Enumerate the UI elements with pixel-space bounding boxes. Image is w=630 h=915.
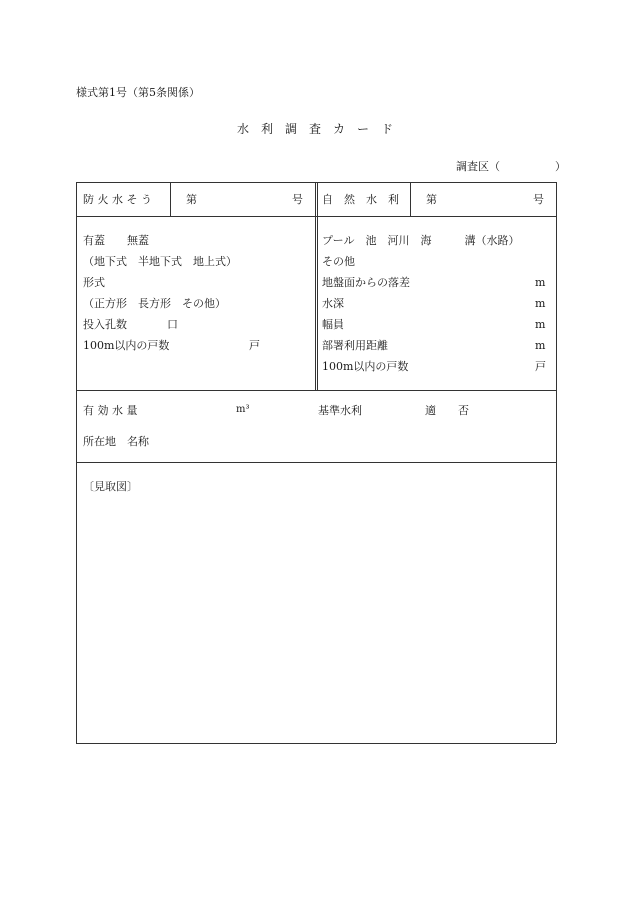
standard-no: 否: [458, 404, 469, 417]
location-label: 所在地 名称: [83, 435, 149, 448]
distance-unit: m: [535, 339, 546, 352]
width-unit: m: [535, 318, 546, 331]
header-divider: [76, 216, 556, 217]
center-divider-b: [317, 182, 318, 390]
left-households-unit: 戸: [249, 339, 260, 352]
width-label: 幅員: [322, 318, 344, 331]
sketch-map-area: [77, 463, 555, 742]
right-households-label: 100m以内の戸数: [322, 360, 409, 373]
reservoir-dai: 第: [186, 193, 197, 206]
intake-unit: 口: [167, 318, 178, 331]
standard-label: 基準水利: [318, 404, 362, 417]
depth-unit: m: [535, 297, 546, 310]
position-types: （地下式 半地下式 地上式）: [83, 255, 237, 268]
left-households-label: 100m以内の戸数: [83, 339, 170, 352]
capacity-label: 有 効 水 量: [83, 404, 138, 417]
drop-unit: m: [535, 276, 546, 289]
natural-dai: 第: [426, 193, 437, 206]
table-border-right: [556, 182, 557, 743]
section-divider: [76, 390, 556, 391]
table-border-top: [76, 182, 556, 183]
natural-water-label: 自 然 水 利: [322, 193, 399, 206]
capacity-unit: m³: [236, 404, 250, 415]
water-source-types: プール 池 河川 海 溝（水路）: [322, 234, 520, 247]
standard-ok: 適: [425, 404, 436, 417]
map-label: 〔見取図〕: [83, 480, 138, 493]
shape-types: （正方形 長方形 その他）: [83, 297, 226, 310]
depth-label: 水深: [322, 297, 344, 310]
drop-label: 地盤面からの落差: [322, 276, 410, 289]
natural-go: 号: [533, 193, 544, 206]
lid-options: 有蓋 無蓋: [83, 234, 149, 247]
survey-area-label: 調査区（ ）: [456, 160, 566, 173]
other-label: その他: [322, 255, 355, 268]
distance-label: 部署利用距離: [322, 339, 388, 352]
shape-label: 形式: [83, 276, 105, 289]
table-border-bottom: [76, 743, 556, 744]
intake-label: 投入孔数: [83, 318, 127, 331]
form-reference: 様式第1号（第5条関係）: [76, 86, 200, 99]
header-right-divider: [410, 182, 411, 216]
center-divider-a: [315, 182, 316, 390]
header-left-divider: [170, 182, 171, 216]
right-households-unit: 戸: [535, 360, 546, 373]
reservoir-go: 号: [292, 193, 303, 206]
reservoir-label: 防 火 水 そ う: [83, 193, 152, 206]
page-title: 水 利 調 査 カ ー ド: [237, 122, 394, 136]
